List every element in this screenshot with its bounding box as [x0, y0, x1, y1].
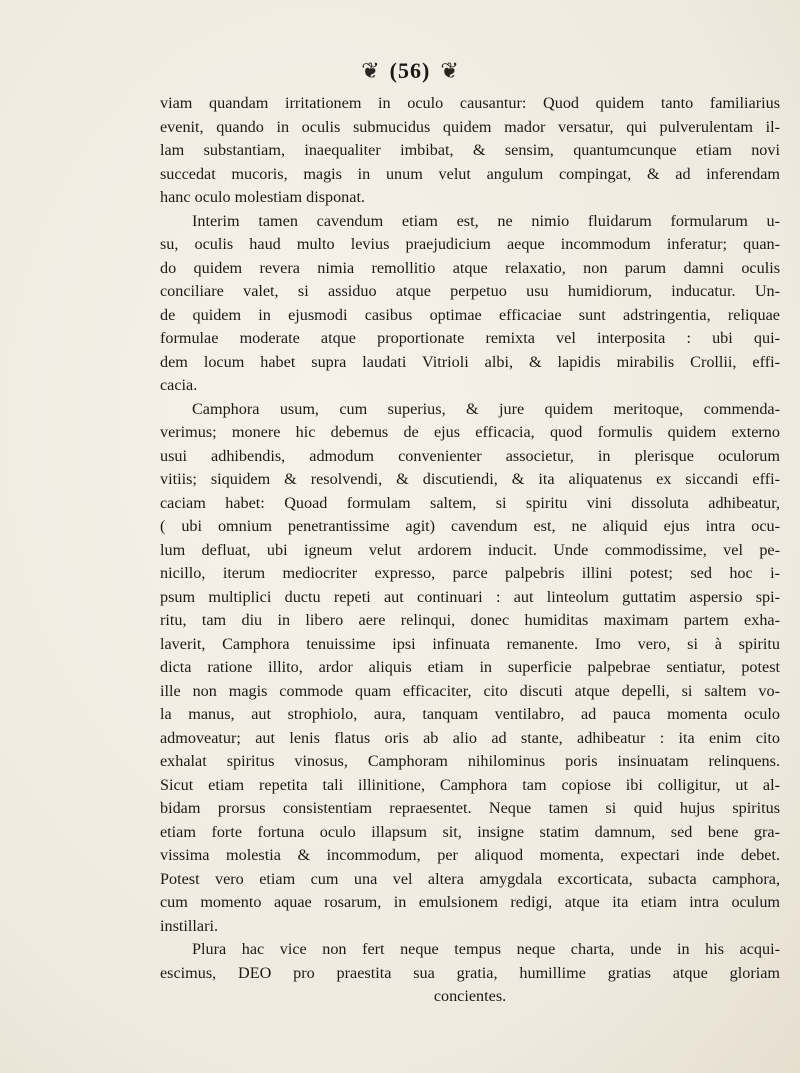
text-line: nicillo, iterum mediocriter expresso, parce palpebris illini potest; sed hoc i- — [160, 564, 780, 582]
text-line: verimus; monere hic debemus de ejus efficacia, quod formulis quidem externo — [160, 423, 780, 441]
text-line: cacia. — [160, 376, 198, 394]
text-line: dicta ratione illito, ardor aliquis etiam in superficie palpebrae sentiatur, potest — [160, 658, 780, 676]
text-line: Sicut etiam repetita tali illinitione, Camphora tam copiose ibi colligitur, ut al- — [160, 775, 780, 794]
text-line: la manus, aut strophiolo, aura, tanquam ventilabro, ad pauca momenta oculo — [160, 705, 780, 723]
text-line: Camphora usum, cum superius, & jure quidem meritoque, commenda- — [192, 399, 780, 418]
text-line: Interim tamen cavendum etiam est, ne nimio fluidarum formularum u- — [192, 211, 780, 230]
text-line: concientes. — [433, 987, 507, 1005]
text-line: psum multiplici ductu repeti aut continuari : aut linteolum guttatim aspersio spi- — [160, 587, 780, 606]
text-line: viam quandam irritationem in oculo causantur: Quod quidem tanto familiarius — [160, 94, 780, 112]
text-line: conciliare valet, si assiduo atque perpetuo usu humidiorum, inducatur. Un- — [160, 282, 780, 300]
text-line: bidam prorsus consistentiam repraesentet. Neque tamen si quid hujus spiritus — [160, 799, 780, 817]
ornament-left-icon: ❦ — [361, 58, 380, 83]
text-line: etiam forte fortuna oculo illapsum sit, insigne statim damnum, sed bene gra- — [160, 822, 780, 841]
text-line: vitiis; siquidem & resolvendi, & discutiendi, & ita aliquatenus ex siccandi effi- — [160, 470, 780, 488]
text-line: su, oculis haud multo levius praejudicium aeque incommodum inferatur; quan- — [160, 235, 780, 253]
text-line: admoveatur; aut lenis flatus oris ab alio ad stante, adhibeatur : ita enim cito — [160, 728, 780, 747]
text-line: caciam habet: Quoad formulam saltem, si spiritu vini dissoluta adhibeatur, — [160, 493, 780, 512]
text-line: hanc oculo molestiam disponat. — [160, 188, 365, 206]
text-line: laverit, Camphora tenuissime ipsi infinuata remanente. Imo vero, si à spiritu — [160, 634, 780, 653]
text-line: dem locum habet supra laudati Vitrioli albi, & lapidis mirabilis Crollii, effi- — [160, 352, 780, 371]
page-header — [300, 54, 520, 88]
text-line: evenit, quando in oculis submucidus quidem mador versatur, qui pulverulentam il- — [160, 117, 780, 136]
page-number: (56) — [389, 58, 431, 83]
text-line: exhalat spiritus vinosus, Camphoram nihilominus poris insinuatam relinquens. — [160, 752, 780, 770]
text-line: ille non magis commode quam efficaciter, cito discuti atque depelli, si saltem vo- — [160, 681, 780, 700]
text-line: formulae moderate atque proportionate remixta vel interposita : ubi qui- — [160, 329, 780, 347]
text-line: ritu, tam diu in libero aere relinqui, donec humiditas maximam partem exha- — [160, 611, 780, 629]
text-line: vissima molestia & incommodum, per aliquod momenta, expectari inde debet. — [160, 846, 780, 864]
text-line: lum defluat, ubi igneum velut ardorem inducit. Unde commodissime, vel pe- — [160, 540, 780, 559]
text-line: succedat mucoris, magis in unum velut angulum compingat, & ad inferendam — [160, 164, 780, 183]
ornament-right-icon: ❦ — [440, 58, 459, 83]
body-text — [160, 92, 780, 1009]
text-line: Potest vero etiam cum una vel altera amygdala excorticata, subacta camphora, — [160, 869, 780, 888]
text-line: ( ubi omnium penetrantissime agit) cavendum est, ne aliquid ejus intra ocu- — [160, 517, 780, 535]
text-line: do quidem revera nimia remollitio atque relaxatio, non parum damni oculis — [160, 258, 780, 277]
text-line: instillari. — [160, 916, 218, 935]
text-line: Plura hac vice non fert neque tempus neque charta, unde in his acqui- — [192, 940, 780, 958]
text-line: escimus, DEO pro praestita sua gratia, humillime gratias atque gloriam — [160, 963, 780, 982]
text-line: usui adhibendis, admodum convenienter associetur, in plerisque oculorum — [160, 446, 780, 465]
text-line: cum momento aquae rosarum, in emulsionem redigi, atque ita etiam intra oculum — [160, 893, 780, 911]
text-line: de quidem in ejusmodi casibus optimae efficaciae sunt adstringentia, reliquae — [160, 305, 780, 324]
text-line: lam substantiam, inaequaliter imbibat, & sensim, quantumcunque etiam novi — [160, 141, 780, 159]
